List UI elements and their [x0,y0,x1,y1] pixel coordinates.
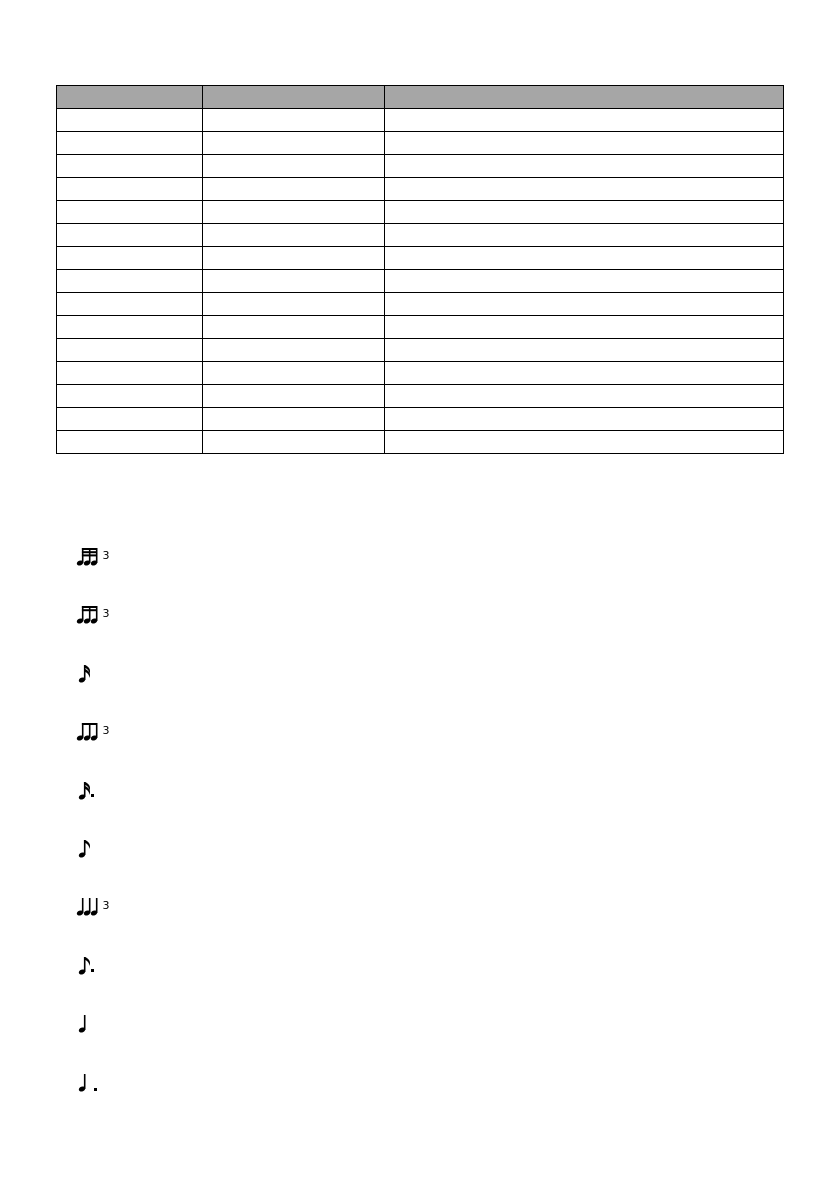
table-cell [203,431,385,454]
table-cell [385,316,784,339]
table-cell [57,109,203,132]
table-cell [203,408,385,431]
note-value-item [74,1007,194,1047]
table-row [57,155,784,178]
table-cell [57,362,203,385]
table-row [57,339,784,362]
dotted-quarter-note-icon [74,1066,122,1106]
quarter-note-icon [74,1007,122,1047]
column-header [385,86,784,109]
column-header [203,86,385,109]
parameter-table-container [56,85,783,454]
table-row [57,270,784,293]
table-cell [57,178,203,201]
table-row [57,109,784,132]
table-cell [385,362,784,385]
dotted-sixteenth-note-icon [74,774,122,814]
table-cell [385,270,784,293]
table-cell [385,385,784,408]
table-cell [385,224,784,247]
tuplet-number: 3 [102,899,110,913]
table-row [57,385,784,408]
table-row [57,293,784,316]
table-cell [203,132,385,155]
table-cell [57,339,203,362]
table-cell [203,362,385,385]
table-cell [57,224,203,247]
table-cell [385,431,784,454]
tuplet-number: 3 [102,549,110,562]
table-cell [385,247,784,270]
tuplet-number: 3 [102,607,110,621]
column-header [57,86,203,109]
eighth-note-icon [74,832,122,872]
note-value-item [74,949,194,989]
parameter-table [56,85,784,454]
table-cell [57,431,203,454]
thirty-second-note-triplet-icon [74,540,122,580]
table-row [57,201,784,224]
table-row [57,408,784,431]
table-row [57,362,784,385]
table-cell [203,155,385,178]
table-cell [57,155,203,178]
table-cell [203,247,385,270]
note-value-item [74,657,194,697]
table-cell [57,293,203,316]
table-cell [57,270,203,293]
table-row [57,431,784,454]
table-cell [57,201,203,224]
table-cell [385,178,784,201]
table-row [57,247,784,270]
table-row [57,316,784,339]
table-row [57,132,784,155]
note-value-item [74,715,194,755]
note-value-item [74,598,194,638]
table-cell [203,201,385,224]
table-cell [385,293,784,316]
table-cell [203,224,385,247]
table-cell [203,293,385,316]
eighth-note-triplet-icon [74,715,122,755]
quarter-note-triplet-icon [74,890,122,930]
table-cell [203,109,385,132]
table-cell [385,109,784,132]
sixteenth-note-icon [74,657,122,697]
note-value-item [74,774,194,814]
table-cell [57,385,203,408]
table-cell [203,339,385,362]
tuplet-number: 3 [102,724,110,738]
sixteenth-note-triplet-icon [74,598,122,638]
note-value-item [74,832,194,872]
table-cell [57,408,203,431]
note-value-item [74,540,194,580]
note-value-item [74,890,194,930]
table-cell [385,339,784,362]
dotted-eighth-note-icon [74,949,122,989]
table-cell [203,270,385,293]
table-cell [385,201,784,224]
table-cell [385,408,784,431]
table-cell [57,247,203,270]
table-row [57,224,784,247]
table-cell [57,132,203,155]
table-row [57,178,784,201]
table-cell [203,178,385,201]
table-cell [385,155,784,178]
note-value-item [74,1066,194,1106]
table-cell [203,316,385,339]
table-cell [385,132,784,155]
table-cell [57,316,203,339]
table-cell [203,385,385,408]
table-header-row [57,86,784,109]
